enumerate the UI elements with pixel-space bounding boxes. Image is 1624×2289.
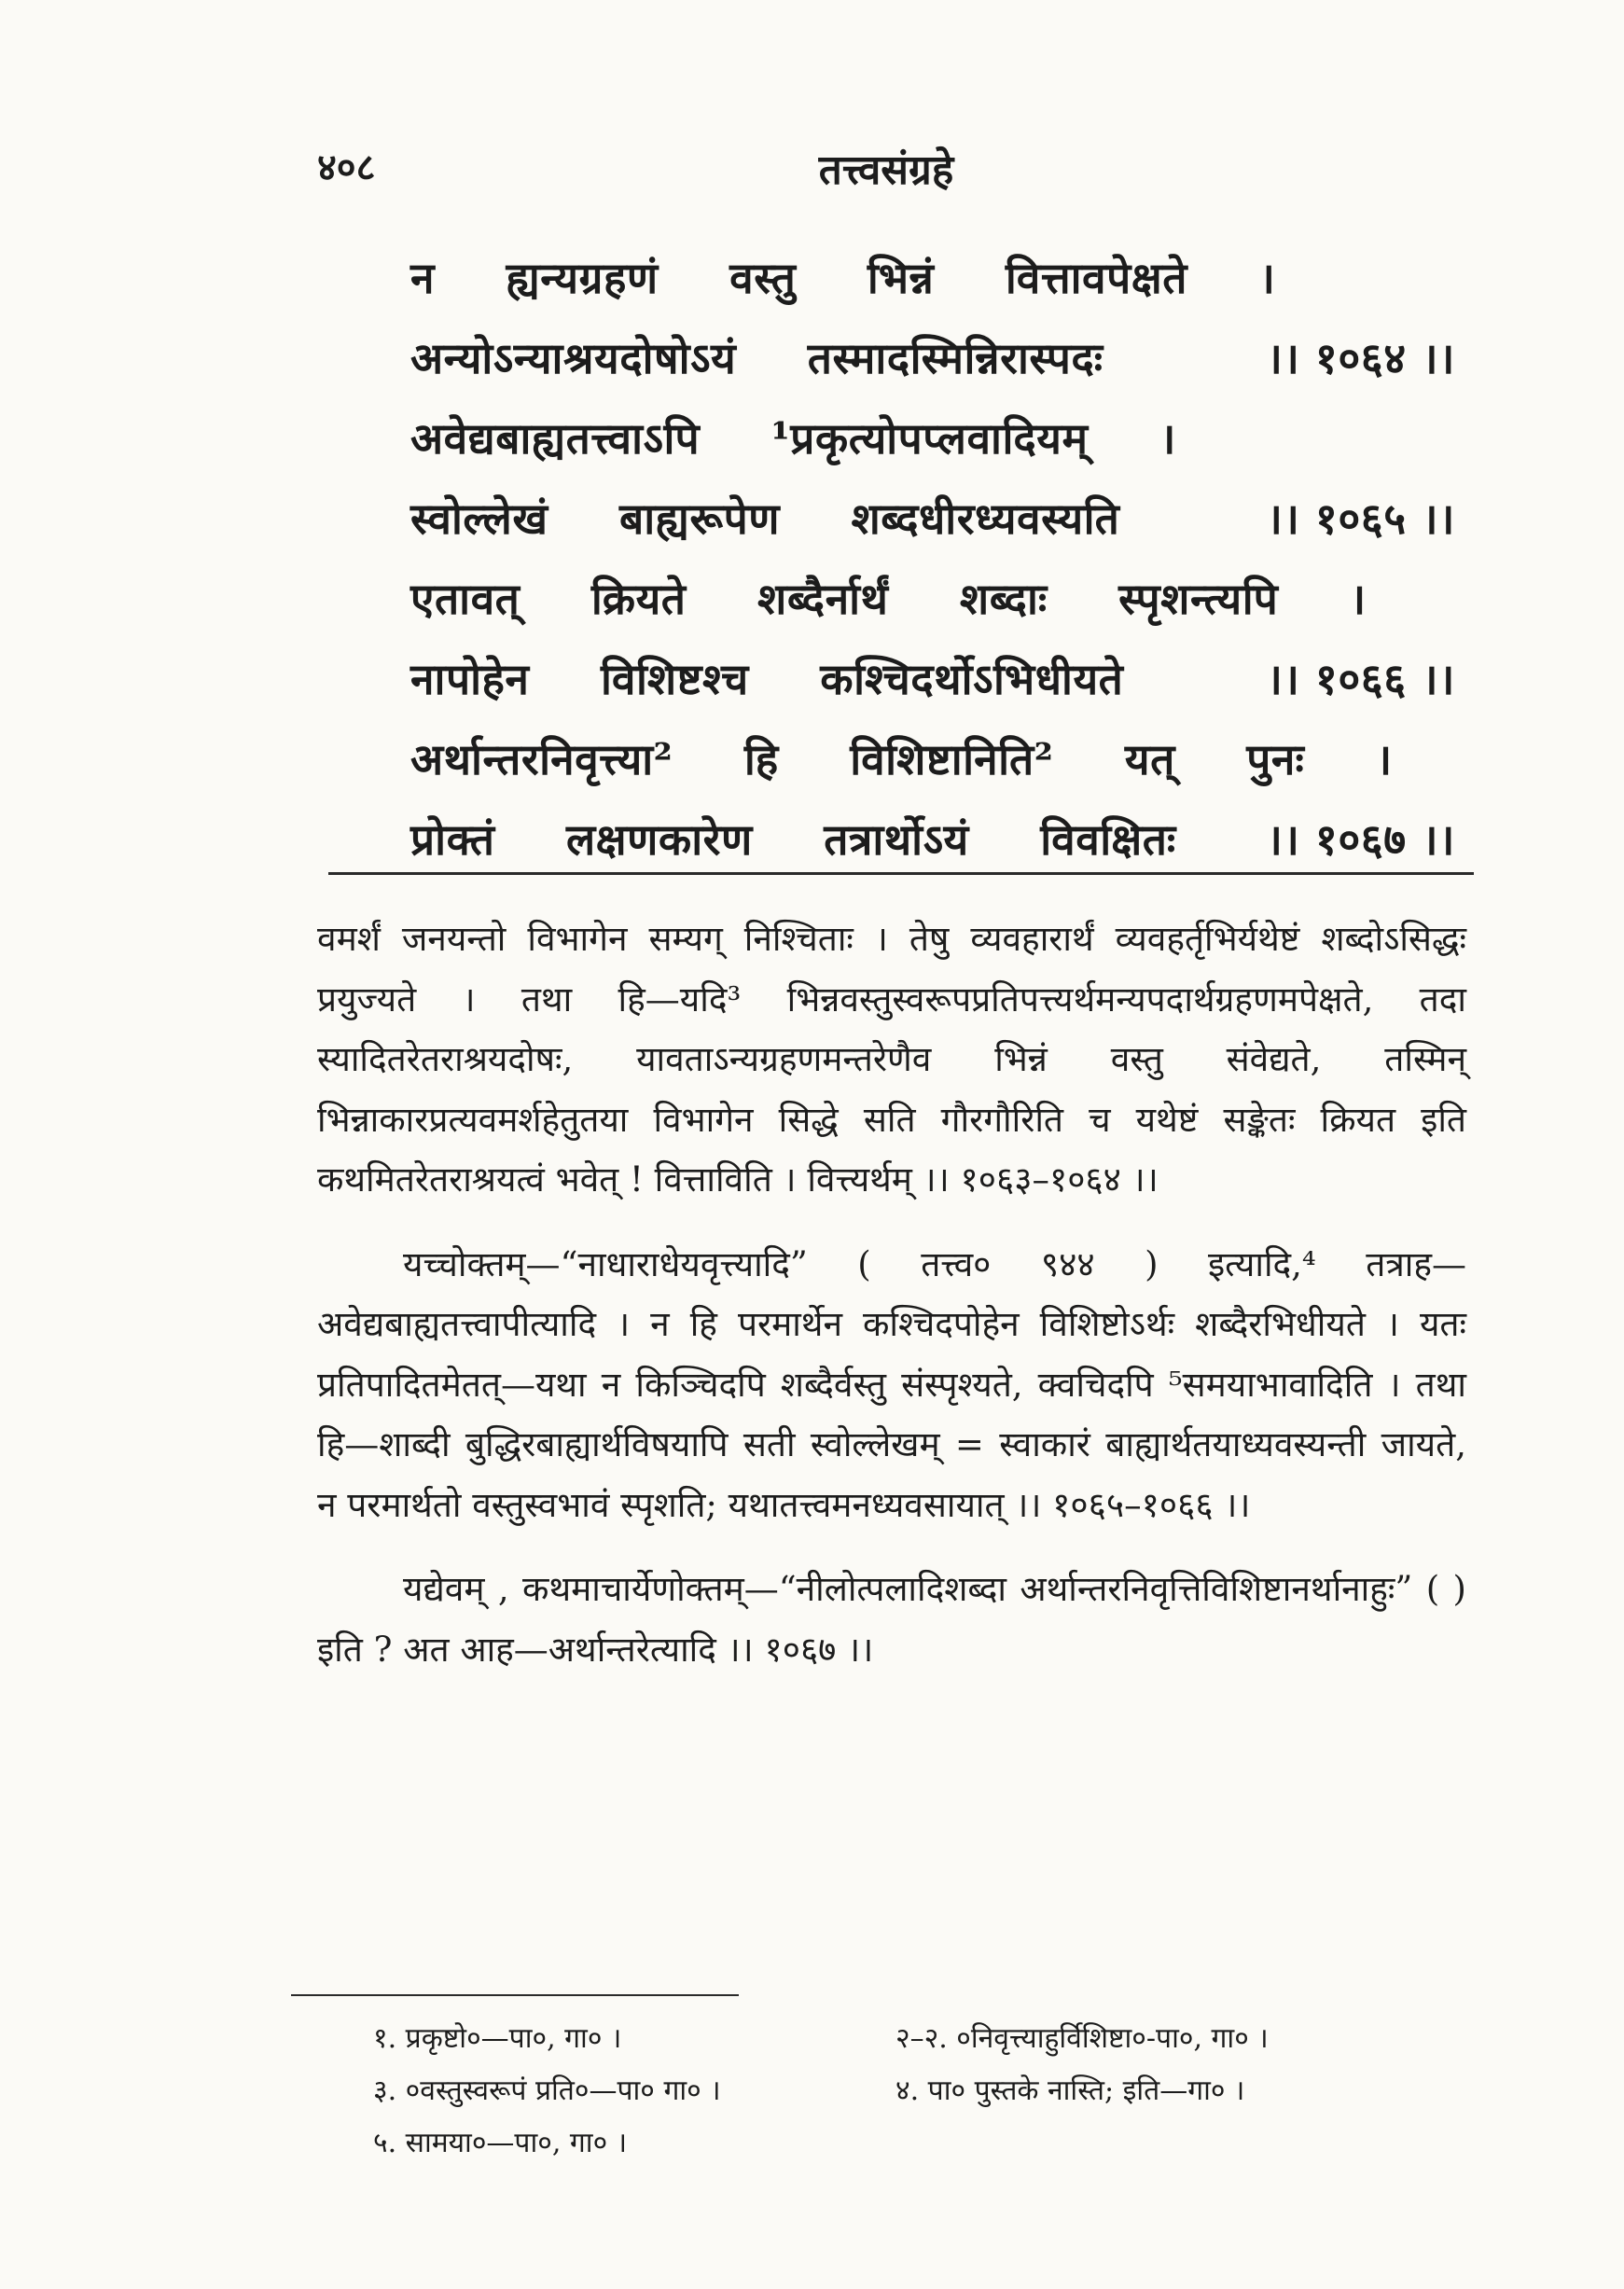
verse-text: न ह्यन्यग्रहणं वस्तु भिन्नं वित्तावपेक्षते ।	[410, 253, 1276, 303]
verse-line	[410, 238, 1455, 318]
footnote-row	[373, 2065, 1474, 2117]
verse-text: एतावत् क्रियते शब्दैर्नार्थं शब्दाः स्पृशन्त्यपि ।	[410, 574, 1367, 624]
verse-line	[410, 639, 1455, 719]
verse-block	[410, 238, 1455, 880]
footnote-divider	[291, 1994, 739, 1996]
verse-line	[410, 479, 1455, 559]
verse-text: स्वोल्लेखं बाह्यरूपेण शब्दधीरध्यवस्यति	[410, 493, 1120, 544]
commentary-paragraph: यद्येवम् , कथमाचार्येणोक्तम्—“नीलोत्पलादिशब्दा अर्थान्तरनिवृत्तिविशिष्टानर्थानाहुः” ( ) इति ? अत आह—अर्थान्तरेत्यादि ।। १०६७ ।।	[317, 1569, 1466, 1670]
section-divider	[328, 872, 1474, 875]
footnote: १. प्रकृष्टो०—पा०, गा० ।	[373, 2022, 622, 2055]
footnote: ३. ०वस्तुस्वरूपं प्रति०—पा० गा० ।	[373, 2074, 721, 2107]
verse-text: अवेद्यबाह्यतत्त्वाऽपि ¹प्रकृत्योपप्लवादियम् ।	[410, 413, 1176, 464]
footnote-row	[373, 2013, 1474, 2065]
verse-line	[410, 719, 1455, 799]
verse-text: नापोहेन विशिष्टश्च कश्चिदर्थोऽभिधीयते	[410, 654, 1124, 704]
page-header	[317, 140, 1455, 205]
verse-text: अर्थान्तरनिवृत्त्या² हि विशिष्टानिति² यत् पुनः ।	[410, 734, 1393, 784]
footnote: ५. सामया०—पा०, गा० ।	[373, 2127, 628, 2159]
verse-number: ।। १०६५ ।।	[1266, 493, 1455, 544]
verse-line	[410, 318, 1455, 398]
verse-number: ।। १०६६ ।।	[1266, 654, 1455, 704]
page-number: ४०८	[317, 146, 376, 189]
verse-line	[410, 559, 1455, 639]
footnotes	[373, 2013, 1474, 2170]
commentary-block	[317, 909, 1466, 1680]
verse-line	[410, 799, 1455, 880]
verse-text: अन्योऽन्याश्रयदोषोऽयं तस्मादस्मिन्निरास्पदः	[410, 333, 1103, 383]
verse-number: ।। १०६४ ।।	[1266, 333, 1455, 383]
footnote: ४. पा० पुस्तके नास्ति; इति—गा० ।	[895, 2074, 1245, 2107]
verse-line	[410, 398, 1455, 479]
commentary-paragraph: वमर्शं जनयन्तो विभागेन सम्यग् निश्चिताः । तेषु व्यवहारार्थं व्यवहर्तृभिर्यथेष्टं शब्दोऽसिद्धः प्रयुज्यते । तथा हि—यदि³ भिन्नवस्तुस्वरूपप्रतिपत्त्यर्थमन्यपदार्थग्रहणमपेक्षते, तदा स्यादितरेतराश्रयदोषः, यावताऽन्यग्रहणमन्तरेणैव भिन्नं वस्तु संवेद्यते, तस्मिन् भिन्नाकारप्रत्यवमर्शहेतुतया विभागेन सिद्धे सति गौरगौरिति च यथेष्टं सङ्केतः क्रियत इति कथमितरेतराश्रयत्वं भवेत् ! वित्ताविति । वित्त्यर्थम् ।। १०६३–१०६४ ।।	[317, 919, 1466, 1200]
verse-text: प्रोक्तं लक्षणकारेण तत्रार्थोऽयं विवक्षितः	[410, 814, 1176, 865]
verse-number: ।। १०६७ ।।	[1266, 814, 1455, 865]
running-title: तत्त्वसंग्रहे	[818, 146, 954, 194]
commentary-paragraph: यच्चोक्तम्—“नाधाराधेयवृत्त्यादि” ( तत्त्व० ९४४ ) इत्यादि,⁴ तत्राह—अवेद्यबाह्यतत्त्वापीत्यादि । न हि परमार्थेन कश्चिदपोहेन विशिष्टोऽर्थः शब्दैरभिधीयते । यतः प्रतिपादितमेतत्—यथा न किञ्चिदपि शब्दैर्वस्तु संस्पृश्यते, क्वचिदपि ⁵समयाभावादिति । तथा हि—शाब्दी बुद्धिरबाह्यार्थविषयापि सती स्वोल्लेखम् = स्वाकारं बाह्यार्थतयाध्यवस्यन्ती जायते, न परमार्थतो वस्तुस्वभावं स्पृशति; यथातत्त्वमनध्यवसायात् ।। १०६५–१०६६ ।।	[317, 1243, 1466, 1525]
footnote: २–२. ०निवृत्त्याहुर्विशिष्टा०-पा०, गा० ।	[895, 2022, 1269, 2055]
footnote-row	[373, 2117, 1474, 2170]
